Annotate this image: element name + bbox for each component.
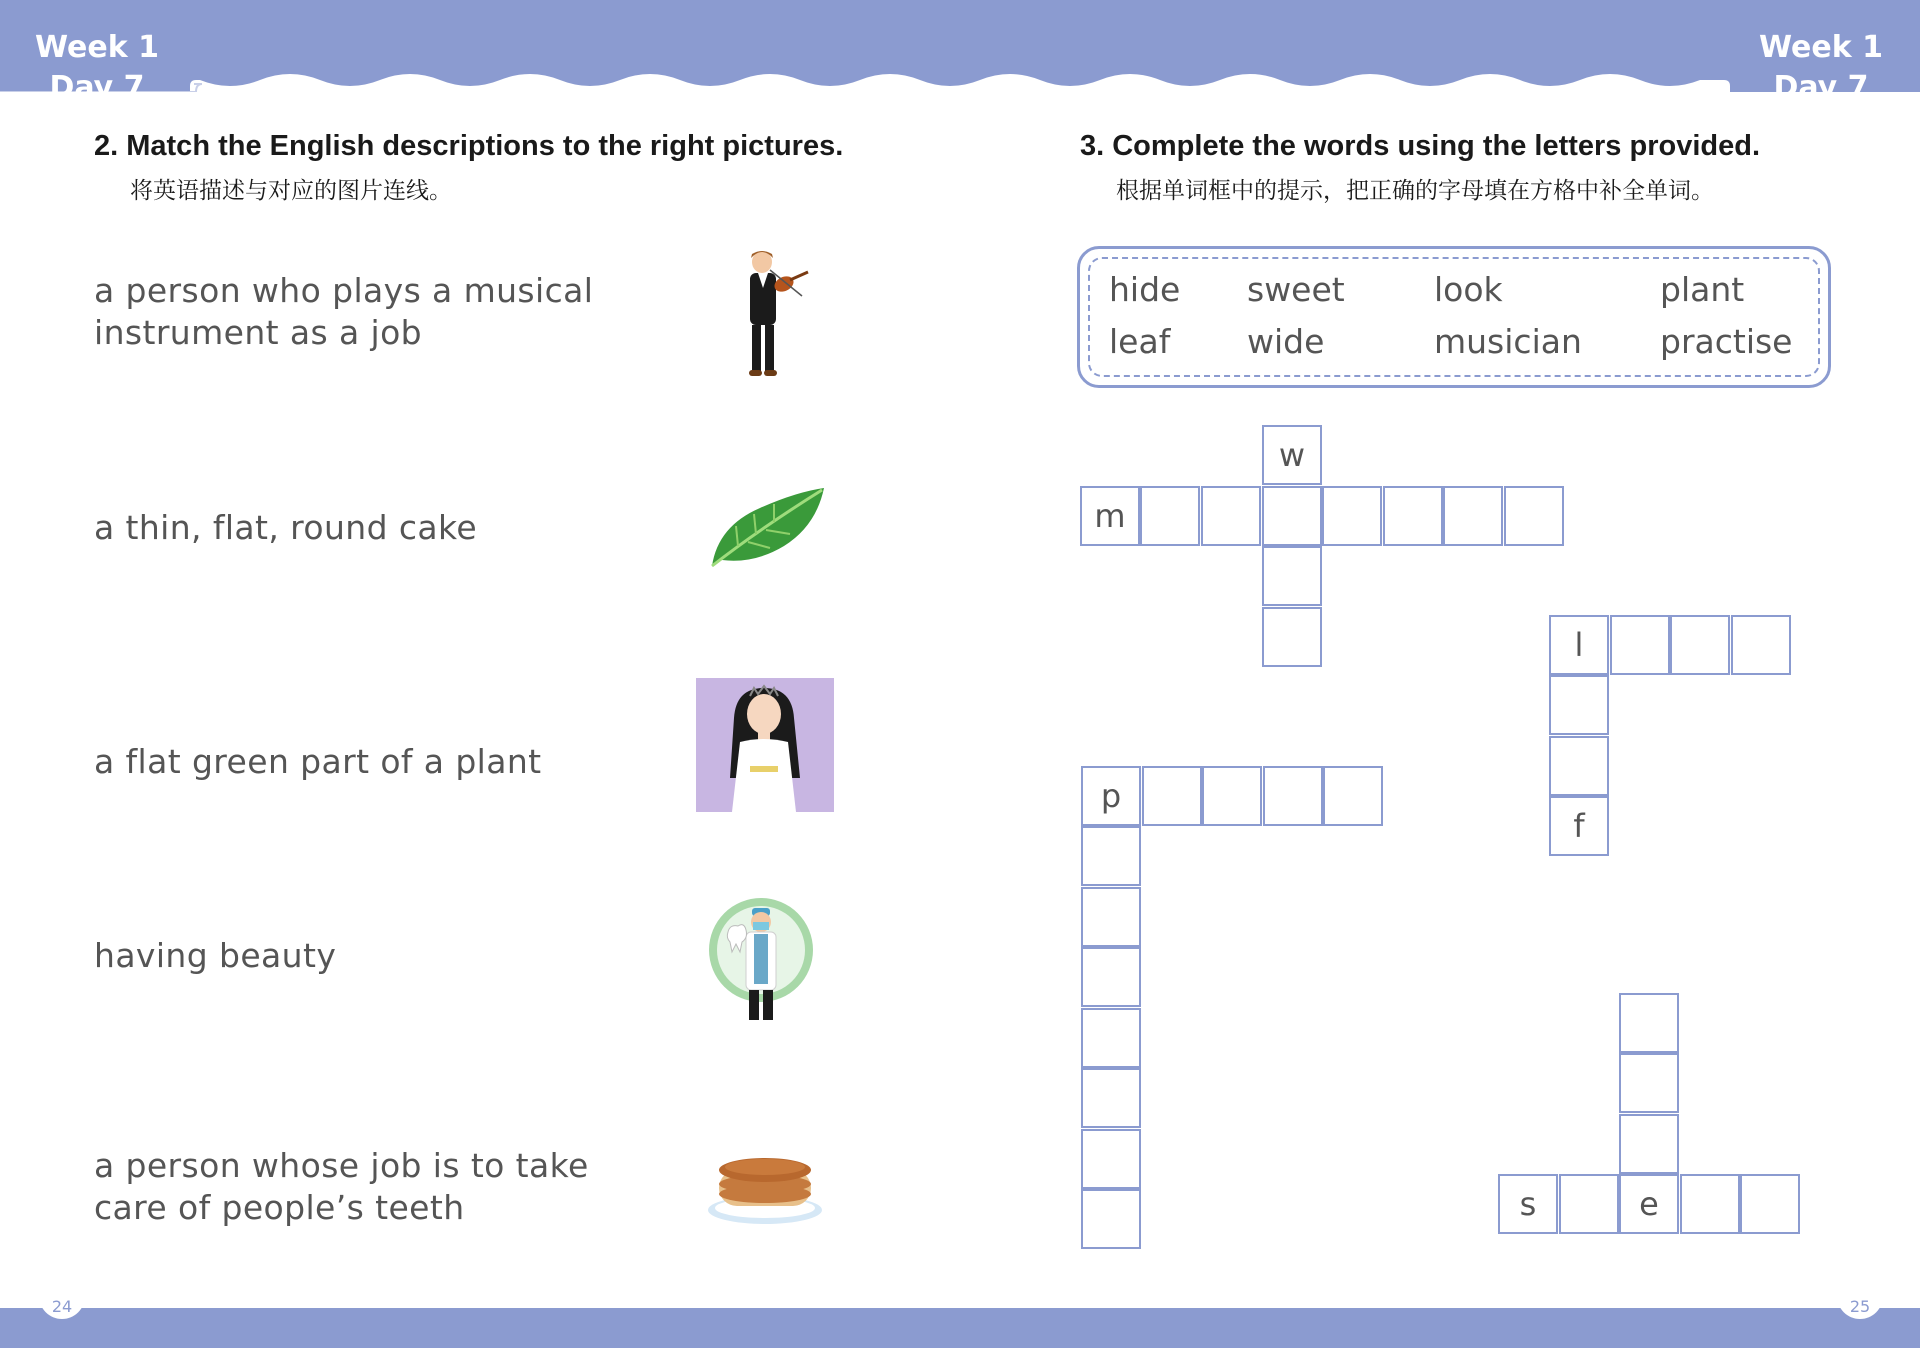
word-hide: hide xyxy=(1109,270,1181,309)
crossword-cell-input[interactable] xyxy=(1262,546,1322,606)
dentist-picture[interactable] xyxy=(708,898,814,1026)
word-look: look xyxy=(1434,270,1503,309)
crossword-cell-input[interactable] xyxy=(1262,607,1322,667)
footer-band xyxy=(0,1308,1920,1348)
page-number-right: 25 xyxy=(1837,1289,1883,1319)
word-practise: practise xyxy=(1660,322,1793,361)
crossword-cell-input[interactable] xyxy=(1504,486,1564,546)
word-leaf: leaf xyxy=(1109,322,1171,361)
crossword-cell-input[interactable] xyxy=(1610,615,1670,675)
description-line: a person whose job is to take xyxy=(94,1146,589,1185)
crossword-cell-input[interactable] xyxy=(1549,736,1609,796)
crossword-cell-input[interactable] xyxy=(1383,486,1443,546)
day-label: Day 7 xyxy=(49,70,145,105)
crossword-cell-input[interactable] xyxy=(1322,486,1382,546)
crossword-cell-input[interactable] xyxy=(1142,766,1202,826)
crossword-cell-input[interactable] xyxy=(1262,486,1322,546)
crossword-cell: f xyxy=(1549,796,1609,856)
crossword-cell: w xyxy=(1262,425,1322,485)
word-wide: wide xyxy=(1247,322,1325,361)
crossword-cell-input[interactable] xyxy=(1140,486,1200,546)
crossword-cell-input[interactable] xyxy=(1443,486,1503,546)
exercise-2-title: 2. Match the English descriptions to the right pictures. xyxy=(94,130,844,162)
crossword-cell-input[interactable] xyxy=(1619,1053,1679,1113)
description-4[interactable] xyxy=(94,935,654,977)
crossword-cell-input[interactable] xyxy=(1619,993,1679,1053)
crossword-cell-input[interactable] xyxy=(1081,1068,1141,1128)
crossword-cell-input[interactable] xyxy=(1323,766,1383,826)
word-plant: plant xyxy=(1660,270,1745,309)
crossword-cell: p xyxy=(1081,766,1141,826)
description-2[interactable] xyxy=(94,507,654,549)
word-bank xyxy=(1077,246,1831,388)
exercise-3-subtitle: 根据单词框中的提示，把正确的字母填在方格中补全单词。 xyxy=(1116,178,1714,204)
crossword-cell-input[interactable] xyxy=(1081,1129,1141,1189)
violinist-picture[interactable] xyxy=(738,248,814,380)
crossword-cell-input[interactable] xyxy=(1202,766,1262,826)
crossword-cell: s xyxy=(1498,1174,1558,1234)
crossword-cell-input[interactable] xyxy=(1731,615,1791,675)
crossword-cell-input[interactable] xyxy=(1670,615,1730,675)
crossword-cell-input[interactable] xyxy=(1081,887,1141,947)
crossword-cell-input[interactable] xyxy=(1081,947,1141,1007)
description-line: a flat green part of a plant xyxy=(94,742,542,781)
crossword-cell: e xyxy=(1619,1174,1679,1234)
page-number-left: 24 xyxy=(39,1289,85,1319)
crossword-cell-input[interactable] xyxy=(1619,1114,1679,1174)
week-label: Week 1 xyxy=(1759,30,1883,65)
pancake-picture[interactable] xyxy=(706,1150,824,1226)
crossword-cell-input[interactable] xyxy=(1263,766,1323,826)
week-day-tab-left xyxy=(22,28,172,108)
beautiful-girl-picture[interactable] xyxy=(696,678,834,812)
description-line: a person who plays a musical xyxy=(94,271,594,310)
day-label: Day 7 xyxy=(1773,70,1869,105)
crossword-cell-input[interactable] xyxy=(1549,675,1609,735)
crossword-cell-input[interactable] xyxy=(1559,1174,1619,1234)
description-1[interactable] xyxy=(94,270,654,354)
description-3[interactable] xyxy=(94,741,654,783)
crossword-cell-input[interactable] xyxy=(1201,486,1261,546)
word-musician: musician xyxy=(1434,322,1582,361)
leaf-picture[interactable] xyxy=(708,486,826,570)
header-band xyxy=(0,0,1920,92)
crossword-cell-input[interactable] xyxy=(1081,1008,1141,1068)
description-line: care of people’s teeth xyxy=(94,1188,465,1227)
exercise-3-title: 3. Complete the words using the letters provided. xyxy=(1080,130,1760,162)
exercise-2-subtitle: 将英语描述与对应的图片连线。 xyxy=(130,178,452,204)
crossword-cell-input[interactable] xyxy=(1081,1189,1141,1249)
description-line: having beauty xyxy=(94,936,337,975)
crossword-cell-input[interactable] xyxy=(1680,1174,1740,1234)
week-day-tab-right xyxy=(1746,28,1896,108)
crossword-cell-input[interactable] xyxy=(1081,826,1141,886)
crossword-cell-input[interactable] xyxy=(1740,1174,1800,1234)
week-label: Week 1 xyxy=(35,30,159,65)
word-sweet: sweet xyxy=(1247,270,1345,309)
description-line: instrument as a job xyxy=(94,313,423,352)
description-line: a thin, flat, round cake xyxy=(94,508,478,547)
crossword-cell: m xyxy=(1080,486,1140,546)
crossword-cell: l xyxy=(1549,615,1609,675)
description-5[interactable] xyxy=(94,1145,654,1229)
